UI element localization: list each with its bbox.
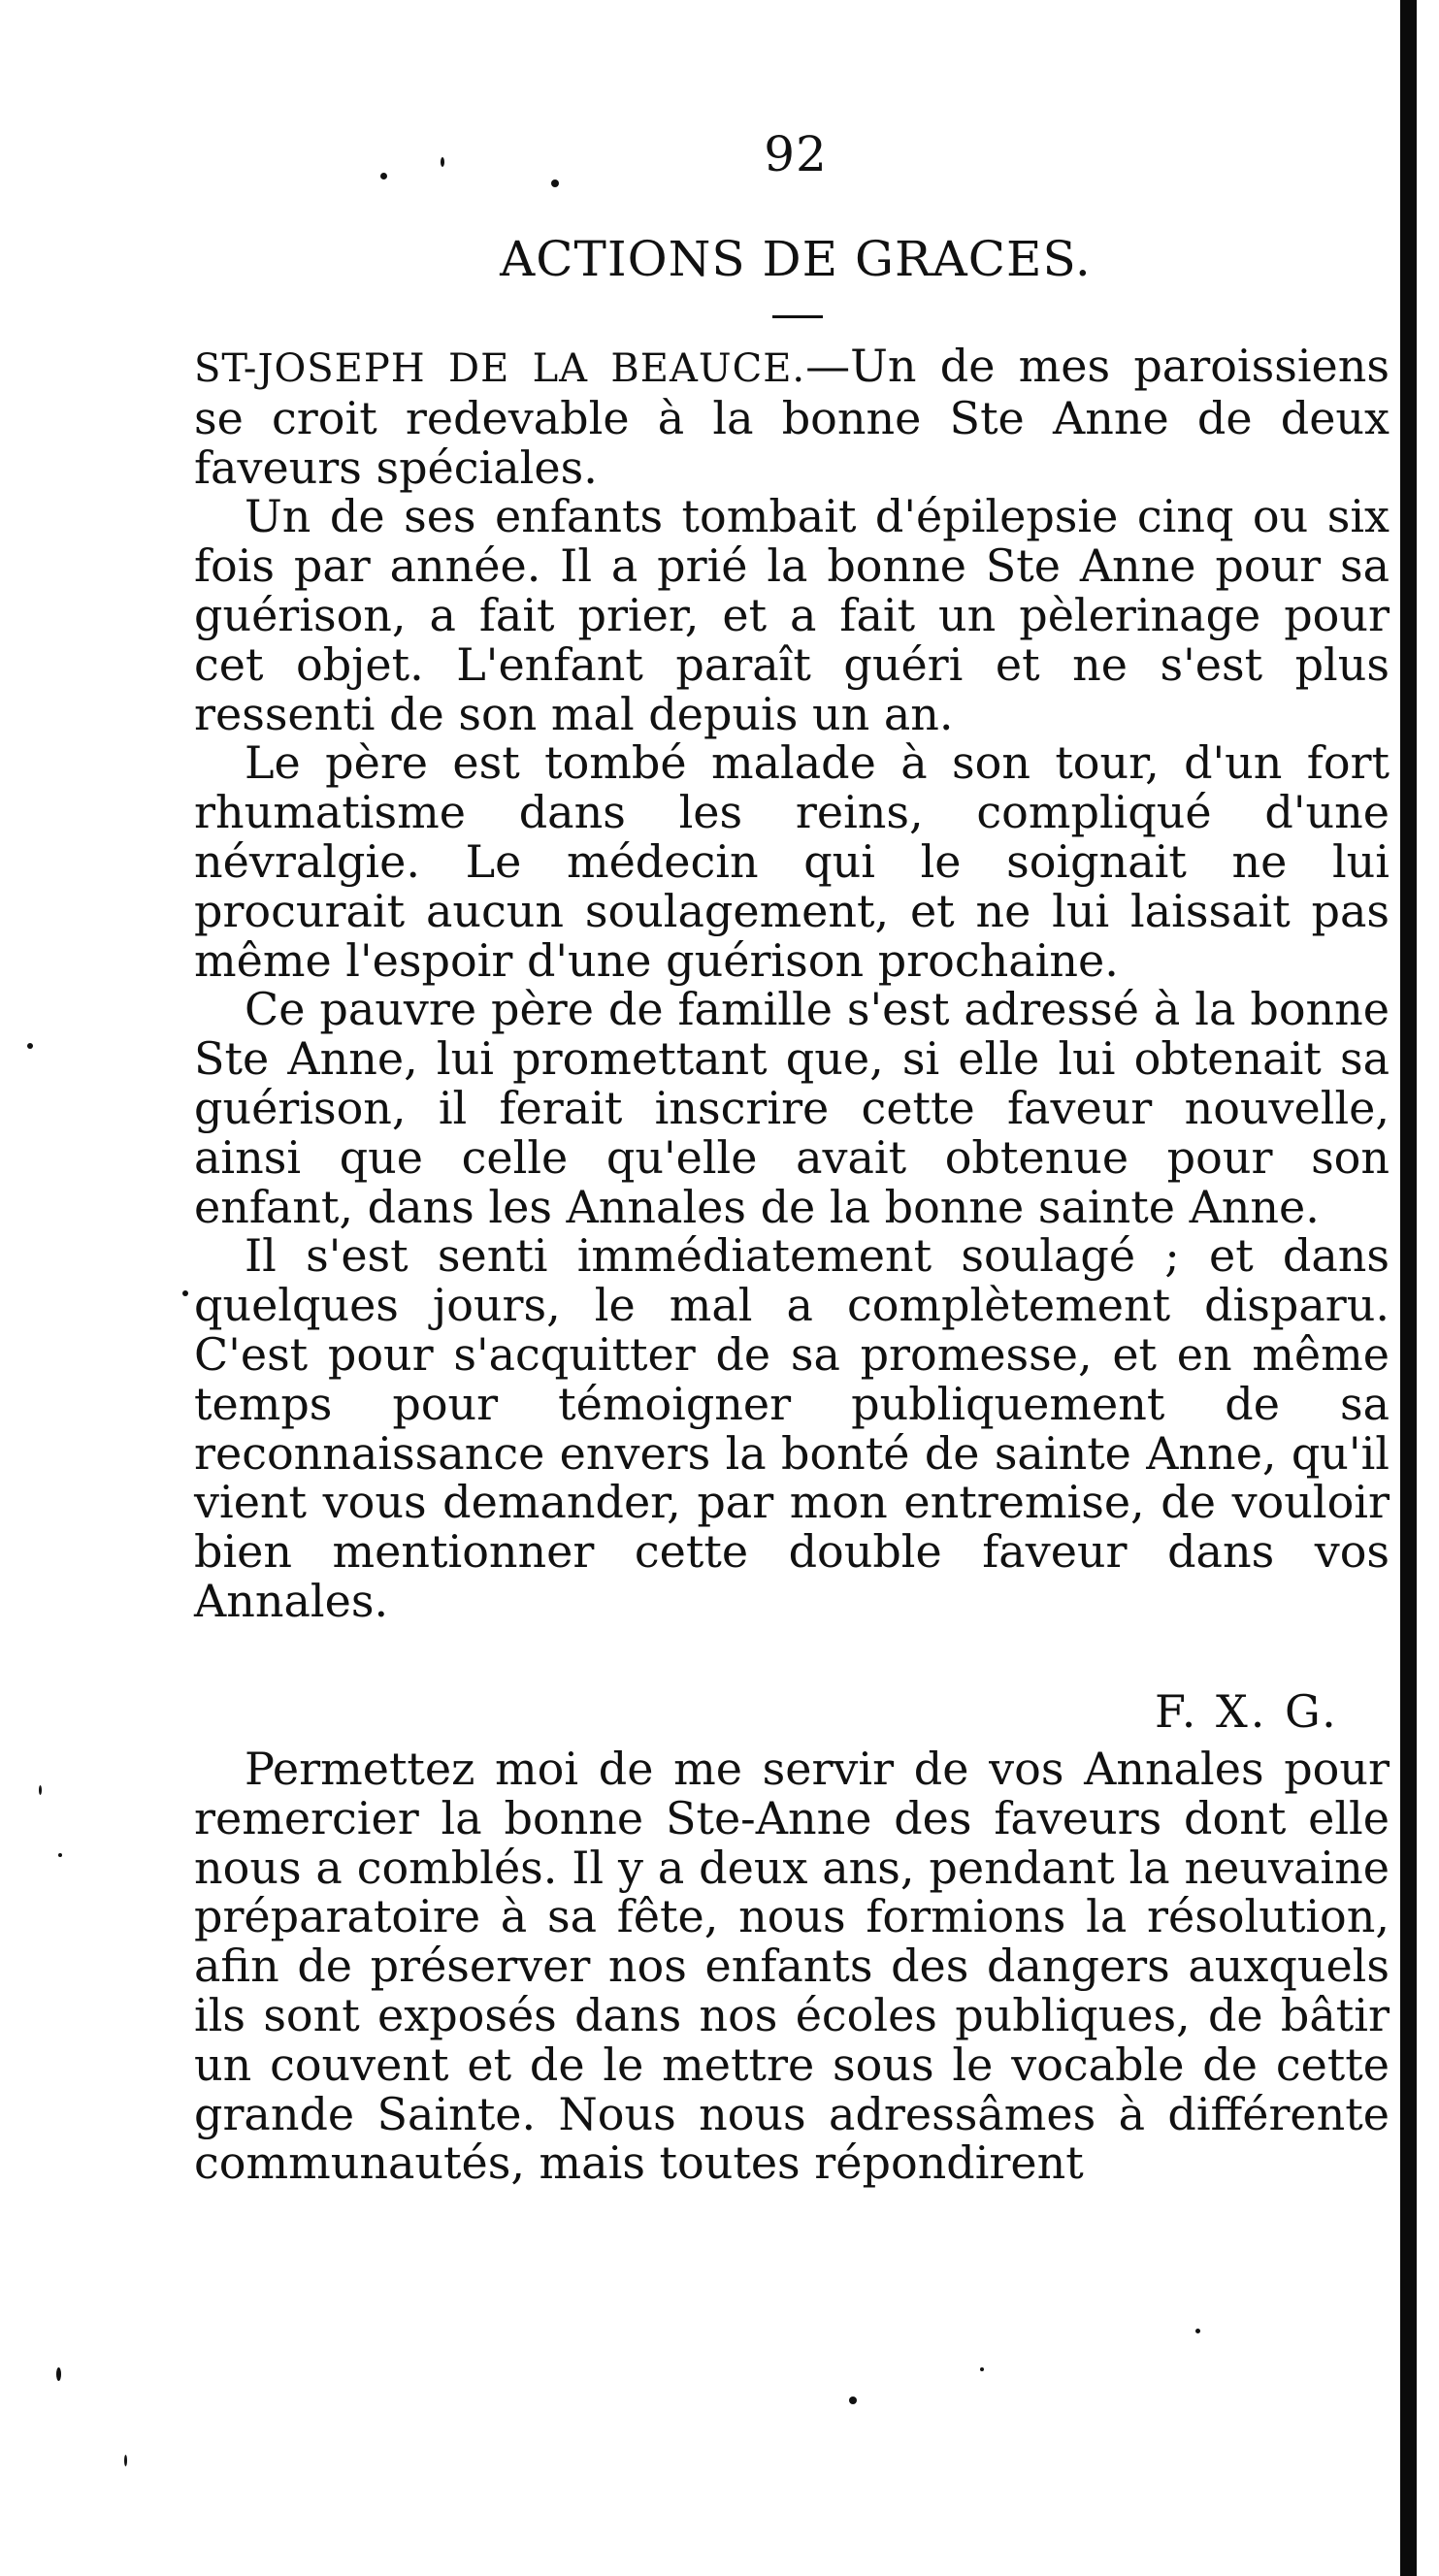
letter-2-paragraph: Permettez moi de me servir de vos Annales pour remercier la bonne Ste-Anne des faveurs dont elle nous a comblés. Il y a deux ans, pendant la neuvaine préparatoire à sa fête, nous formions la résolution, afin de préserver nos enfants des dangers auxquels ils sont exposés dans nos écoles publiques, de bâtir un couvent et de le mettre sous le vocable de cette grande Sainte. Nous nous adressâmes à différente communautés, mais toutes répondirent xyxy=(194,1743,1390,2190)
letter-1-signature: F. X. G. xyxy=(1155,1685,1339,1738)
scan-speck xyxy=(980,2367,984,2371)
letter-1-paragraph: Il s'est senti immédiatement soulagé ; et dans quelques jours, le mal a complètement disparu. C'est pour s'acquitter de sa promesse, et en même temps pour témoigner publiquement de sa reconnaissance envers la bonté de sainte Anne, qu'il vient vous demander, par mon entremise, de vouloir bien mentionner cette double faveur dans vos Annales. xyxy=(194,1229,1390,1627)
letter-1-intro xyxy=(194,342,1390,492)
scan-speck xyxy=(1195,2329,1200,2333)
letter-1-intro-text: —Un de mes paroissiens se croit redevable à la bonne Ste Anne de deux faveurs spéciales. xyxy=(194,340,1390,494)
scan-speck xyxy=(124,2455,127,2466)
letter-1-paragraph: Un de ses enfants tombait d'épilepsie cinq ou six fois par année. Il a prié la bonne Ste Anne pour sa guérison, a fait prier, et a fait un pèlerinage pour cet objet. L'enfant paraît guéri et ne s'est plus ressenti de son mal depuis un an. xyxy=(194,490,1390,740)
scan-speck xyxy=(380,173,387,179)
page-number: 92 xyxy=(764,126,828,182)
letter-1-paragraph: Ce pauvre père de famille s'est adressé à la bonne Ste Anne, lui promettant que, si elle lui obtenait sa guérison, il ferait inscrire cette faveur nouvelle, ainsi que celle qu'elle avait obtenue pour son enfant, dans les Annales de la bonne sainte Anne. xyxy=(194,983,1390,1233)
scan-speck xyxy=(39,1785,42,1795)
scan-speck xyxy=(441,157,444,167)
letter-2 xyxy=(194,1745,1390,2188)
scan-speck xyxy=(58,1853,62,1857)
section-heading: ACTIONS DE GRACES. xyxy=(500,231,1092,287)
scan-speck xyxy=(56,2367,61,2381)
scan-speck xyxy=(551,179,559,187)
scan-speck xyxy=(27,1043,33,1049)
letter-1 xyxy=(194,342,1390,1626)
scan-speck xyxy=(182,1290,188,1296)
letter-1-place: ST-JOSEPH DE LA BEAUCE. xyxy=(194,346,806,391)
letter-1-paragraph: Le père est tombé malade à son tour, d'un fort rhumatisme dans les reins, compliqué d'une névralgie. Le médecin qui le soignait ne lui procurait aucun soulagement, et ne lui laissait pas même l'espoir d'une guérison prochaine. xyxy=(194,736,1390,987)
page-edge-shadow xyxy=(1400,0,1417,2576)
heading-rule xyxy=(772,315,823,318)
scan-speck xyxy=(849,2397,857,2404)
